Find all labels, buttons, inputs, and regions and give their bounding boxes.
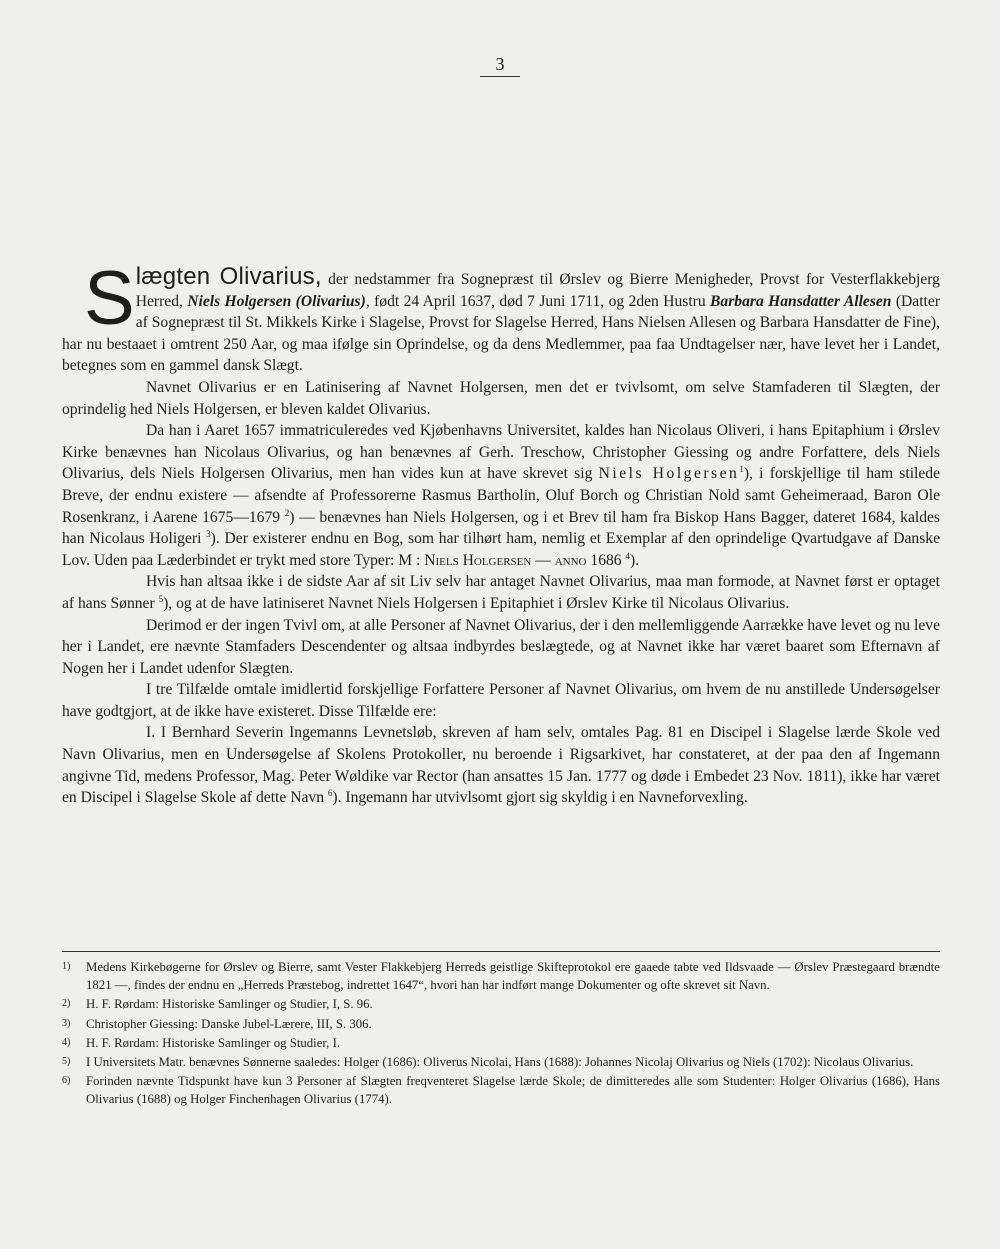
name-barbara-hansdatter: Barbara Hansdatter Allesen (710, 292, 892, 310)
footnote (62, 958, 940, 994)
p3-text-g: — (531, 551, 555, 569)
p7-text-a: I. I Bernhard Severin Ingemanns Levnetsløb, skreven af ham selv, omtales Pag. 81 en Discipel i Slagelse lærde Skole ved Navn Olivarius, men en Undersøgelse af Skolens Protokoller, nu beroende i Rigsarkivet, har constateret, at der paa den af Ingemann angivne Tid, medens Professor, Mag. Peter Wøldike var Rector (han ansattes 15 Jan. 1777 og døde i Embedet 23 Nov. 1811), ikke har været en Discipel i Slagelse Skole af dette Navn (62, 724, 940, 807)
page-number-rule (480, 76, 520, 77)
footnote-text: I Universitets Matr. benævnes Sønnerne saaledes: Holger (1686): Oliverus Nicolai, Hans (1688): Johannes Nicolaj Olivarius og Niels (1702): Nicolaus Olivarius. (86, 1055, 914, 1070)
p3-text-i: 1686 (586, 551, 626, 569)
footnote-mark: 6) (62, 1075, 71, 1087)
footnotes (62, 958, 940, 1110)
p4-text-b: ), og at de have latiniseret Navnet Niels Holgersen i Epitaphiet i Ørslev Kirke til Nicolaus Olivarius. (163, 594, 790, 612)
footnote-mark: 2) (62, 998, 71, 1010)
p3-text-d: ) — benævnes han Niels Holgersen, og i et Brev til ham fra Biskop Hans Bagger, dateret 1684, kaldes han Nicolaus Holigeri (62, 508, 940, 548)
p3-text-c: ), i forskjellige til ham stilede Breve, der endnu existere — afsendte af Professorerne Rasmus Bartholin, Oluf Borch og Christian Nold samt Geheimeraad, Baron Ole Rosenkranz, i Aarene 1675—1679 (62, 465, 941, 526)
book-inscription-name: Niels Holgersen (424, 551, 532, 569)
book-inscription-anno: anno (554, 551, 587, 569)
footnote-ref-5: 5 (158, 593, 164, 604)
footnote-mark: 1) (62, 961, 71, 972)
footnote-mark: 4) (62, 1036, 71, 1048)
footnote (62, 1053, 940, 1071)
footnote-text: Medens Kirkebøgerne for Ørslev og Bierre, samt Vester Flakkebjerg Herreds geistlige Skifteprotokol ere gaaede tabte ved Ildsvaade — Ørslev Præstegaard brændte 1821 —, findes der endnu en „Herreds Præstebog, indrettet 1647“, hvori han har indført mange Dokumenter og ofte skrevet sit Navn. (86, 960, 940, 993)
name-niels-holgersen: Niels Holgersen (Olivarius) (187, 292, 366, 310)
section-title: lægten Olivarius, (135, 263, 322, 290)
paragraph-1 (62, 256, 941, 377)
footnote-text: Christopher Giessing: Danske Jubel-Lærere, III, S. 306. (86, 1016, 372, 1031)
footnote-text: Forinden nævnte Tidspunkt have kun 3 Personer af Slægten freqventeret Slagelse lærde Skole; de dimitteredes alle som Studenter: Holger Olivarius (1686), Hans Olivarius (1688) og Holger Finchenhagen Olivarius (1774). (86, 1074, 940, 1107)
paragraph-7 (62, 722, 940, 808)
page-number: 3 (495, 54, 505, 74)
footnote-ref-1: 1 (739, 464, 744, 475)
p1-text-c: , født 24 April 1637, død 7 Juni 1711, og 2den Hustru (365, 292, 711, 310)
footnote (62, 995, 940, 1013)
footnote-text: H. F. Rørdam: Historiske Samlinger og Studier, I, S. 96. (86, 997, 373, 1012)
footnote-ref-6: 6 (327, 788, 333, 799)
footnote-ref-4: 4 (625, 550, 630, 561)
footnote (62, 1072, 940, 1108)
body-text (62, 256, 941, 809)
paragraph-5: Derimod er der ingen Tvivl om, at alle Personer af Navnet Olivarius, der i den mellemliggende Aarrække have levet og nu leve her i Landet, ere nævnte Stamfaders Descendenter og altsaa indbyrdes beslægtede, og at Navnet ikke har været baaret som Efternavn af Nogen her i Landet udenfor Slægten. (62, 616, 940, 677)
footnote-rule (62, 951, 940, 952)
footnote-text: H. F. Rørdam: Historiske Samlinger og Studier, I. (86, 1035, 341, 1050)
p7-text-b: ). Ingemann har utvivlsomt gjort sig skyldig i en Navneforvexling. (332, 789, 748, 807)
footnote (62, 1015, 940, 1033)
drop-cap: S (84, 256, 135, 341)
footnote (62, 1034, 940, 1052)
p1-text-e: (Datter af Sognepræst til St. Mikkels Kirke i Slagelse, Provst for Slagelse Herred, Hans Nielsen Allesen og Barbara Hansdatter de Fine), har nu bestaaet i omtrent 250 Aar, og maa ifølge sin Oprindelse, og da dens Medlemmer, paa faa Undtagelser nær, have levet her i Landet, betegnes som en gammel dansk Slægt. (62, 292, 941, 375)
paragraph-6: I tre Tilfælde omtale imidlertid forskjellige Forfattere Personer af Navnet Olivarius, om hvem de nu anstillede Undersøgelser have godtgjort, at de ikke have existeret. Disse Tilfælde ere: (62, 681, 940, 720)
p3-text-a: Da han i Aaret 1657 immatriculeredes ved Kjøbenhavns Universitet, kaldes han Nicolaus Oliveri, i hans Epitaphium i Ørslev Kirke benævnes han Nicolaus Olivarius, og han benævnes af Gerh. Treschow, Christopher Giessing og andre Forfattere, dels Niels Olivarius, dels Niels Holgersen Olivarius, men han vides kun at have skrevet sig (62, 422, 940, 483)
footnote-ref-2: 2 (284, 507, 290, 518)
footnote-mark: 3) (62, 1017, 71, 1029)
p3-text-e: ). Der existerer endnu en Bog, som har tilhørt ham, nemlig et Exemplar af den oprindelige Qvartudgave af Danske Lov. Uden paa Læderbindet er trykt med store Typer: M : (62, 530, 941, 569)
paragraph-4 (62, 571, 940, 614)
footnote-ref-3: 3 (206, 528, 211, 539)
p1-text-a: der nedstammer fra Sognepræst til Ørslev og Bierre Menigheder, Provst for Vesterflakkebjerg Herred, (135, 271, 940, 310)
p4-text-a: Hvis han altsaa ikke i de sidste Aar af sit Liv selv har antaget Navnet Olivarius, maa man formode, at Navnet først er optaget af hans Sønner (62, 573, 940, 612)
p3-text-j: ). (629, 551, 640, 569)
paragraph-2: Navnet Olivarius er en Latinisering af Navnet Holgersen, men det er tvivlsomt, om selve Stamfaderen til Slægten, der oprindelig hed Niels Holgersen, er bleven kaldet Olivarius. (62, 378, 940, 418)
spaced-name: Niels Holgersen (598, 465, 740, 483)
paragraph-3 (62, 420, 940, 571)
footnote-mark: 5) (62, 1056, 71, 1068)
